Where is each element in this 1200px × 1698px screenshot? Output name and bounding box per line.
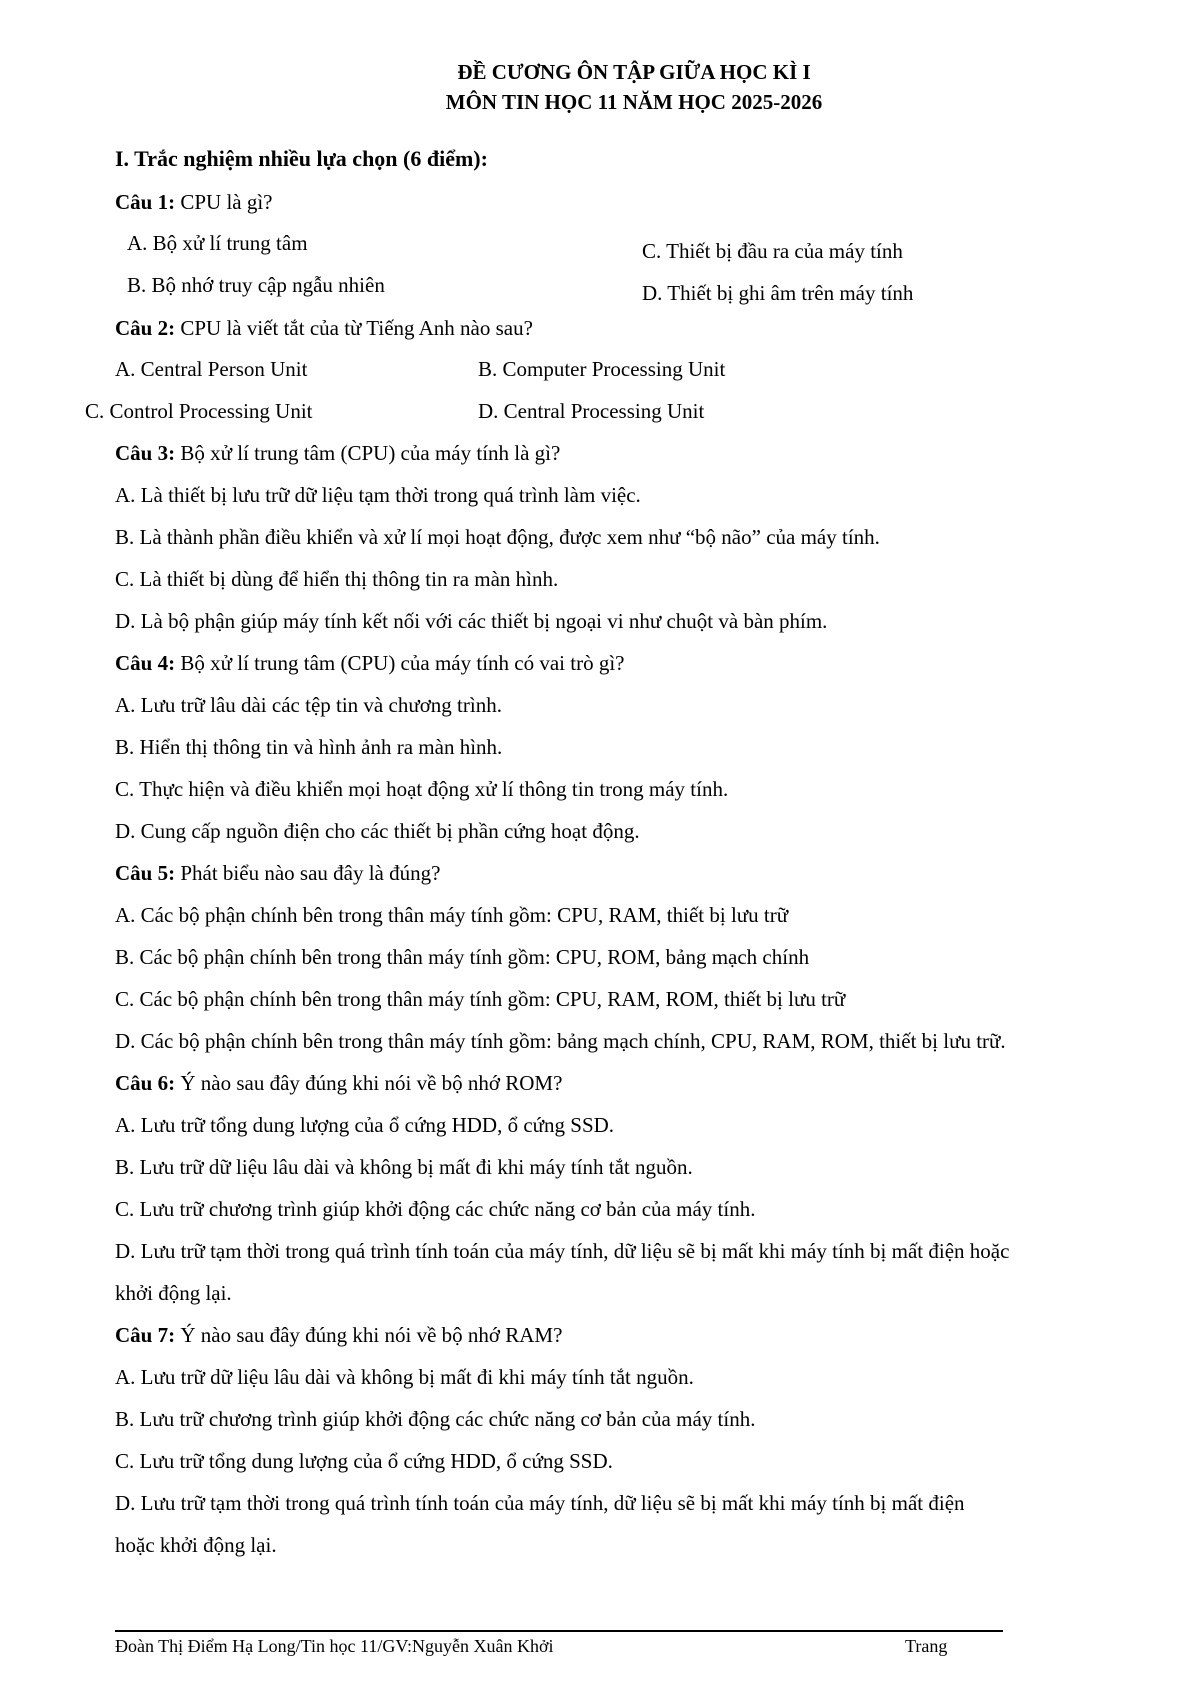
question-4 xyxy=(115,651,624,676)
q3-option-b: B. Là thành phần điều khiển và xử lí mọi hoạt động, được xem như “bộ não” của máy tính. xyxy=(115,525,880,549)
q6-option-d: D. Lưu trữ tạm thời trong quá trình tính toán của máy tính, dữ liệu sẽ bị mất khi máy tính bị mất điện hoặc xyxy=(115,1239,1010,1263)
q5-option-c: C. Các bộ phận chính bên trong thân máy tính gồm: CPU, RAM, ROM, thiết bị lưu trữ xyxy=(115,987,846,1011)
footer-page-label: Trang xyxy=(905,1636,948,1656)
q7-option-d-continued: hoặc khởi động lại. xyxy=(115,1533,277,1557)
question-text: CPU là viết tắt của từ Tiếng Anh nào sau? xyxy=(175,316,533,340)
question-label: Câu 6: xyxy=(115,1071,176,1095)
question-text: Phát biểu nào sau đây là đúng? xyxy=(175,861,441,885)
q1-option-d: D. Thiết bị ghi âm trên máy tính xyxy=(642,281,914,305)
q2-option-a: A. Central Person Unit xyxy=(115,357,308,381)
question-label: Câu 3: xyxy=(115,441,176,465)
question-label: Câu 5: xyxy=(115,861,176,885)
question-text: Bộ xử lí trung tâm (CPU) của máy tính có vai trò gì? xyxy=(175,651,625,675)
question-label: Câu 4: xyxy=(115,651,176,675)
section-heading: I. Trắc nghiệm nhiều lựa chọn (6 điểm): xyxy=(115,146,488,171)
document-title: ĐỀ CƯƠNG ÔN TẬP GIỮA HỌC KÌ I xyxy=(457,60,811,84)
q4-option-b: B. Hiển thị thông tin và hình ảnh ra màn hình. xyxy=(115,735,503,759)
q4-option-d: D. Cung cấp nguồn điện cho các thiết bị phần cứng hoạt động. xyxy=(115,819,640,843)
question-label: Câu 7: xyxy=(115,1323,176,1347)
q3-option-c: C. Là thiết bị dùng để hiển thị thông tin ra màn hình. xyxy=(115,567,559,591)
q1-option-a: A. Bộ xử lí trung tâm xyxy=(127,231,308,255)
q6-option-c: C. Lưu trữ chương trình giúp khởi động các chức năng cơ bản của máy tính. xyxy=(115,1197,756,1221)
question-2 xyxy=(115,316,533,341)
q7-option-c: C. Lưu trữ tổng dung lượng của ổ cứng HDD, ổ cứng SSD. xyxy=(115,1449,613,1473)
question-label: Câu 2: xyxy=(115,316,176,340)
question-6 xyxy=(115,1071,562,1096)
question-text: Ý nào sau đây đúng khi nói về bộ nhớ ROM? xyxy=(175,1071,563,1095)
q3-option-a: A. Là thiết bị lưu trữ dữ liệu tạm thời trong quá trình làm việc. xyxy=(115,483,641,507)
q1-option-c: C. Thiết bị đầu ra của máy tính xyxy=(642,239,903,263)
question-label: Câu 1: xyxy=(115,190,176,214)
q6-option-b: B. Lưu trữ dữ liệu lâu dài và không bị mất đi khi máy tính tắt nguồn. xyxy=(115,1155,693,1179)
q3-option-d: D. Là bộ phận giúp máy tính kết nối với các thiết bị ngoại vi như chuột và bàn phím. xyxy=(115,609,828,633)
document-subtitle: MÔN TIN HỌC 11 NĂM HỌC 2025-2026 xyxy=(445,90,823,114)
footer-divider xyxy=(115,1630,1003,1632)
q5-option-a: A. Các bộ phận chính bên trong thân máy tính gồm: CPU, RAM, thiết bị lưu trữ xyxy=(115,903,789,927)
q2-option-c: C. Control Processing Unit xyxy=(85,399,313,423)
footer-author: Đoàn Thị Điểm Hạ Long/Tin học 11/GV:Nguyễn Xuân Khởi xyxy=(115,1636,554,1656)
question-1 xyxy=(115,190,273,215)
q4-option-a: A. Lưu trữ lâu dài các tệp tin và chương trình. xyxy=(115,693,502,717)
q7-option-d: D. Lưu trữ tạm thời trong quá trình tính toán của máy tính, dữ liệu sẽ bị mất khi máy tính bị mất điện xyxy=(115,1491,965,1515)
q2-option-d: D. Central Processing Unit xyxy=(478,399,705,423)
question-7 xyxy=(115,1323,562,1348)
q1-option-b: B. Bộ nhớ truy cập ngẫu nhiên xyxy=(127,273,385,297)
q6-option-d-continued: khởi động lại. xyxy=(115,1281,232,1305)
q7-option-b: B. Lưu trữ chương trình giúp khởi động các chức năng cơ bản của máy tính. xyxy=(115,1407,756,1431)
q4-option-c: C. Thực hiện và điều khiển mọi hoạt động xử lí thông tin trong máy tính. xyxy=(115,777,729,801)
question-text: Ý nào sau đây đúng khi nói về bộ nhớ RAM? xyxy=(175,1323,563,1347)
q5-option-b: B. Các bộ phận chính bên trong thân máy tính gồm: CPU, ROM, bảng mạch chính xyxy=(115,945,810,969)
question-text: Bộ xử lí trung tâm (CPU) của máy tính là gì? xyxy=(175,441,561,465)
q2-option-b: B. Computer Processing Unit xyxy=(478,357,726,381)
q6-option-a: A. Lưu trữ tổng dung lượng của ổ cứng HDD, ổ cứng SSD. xyxy=(115,1113,615,1137)
q5-option-d: D. Các bộ phận chính bên trong thân máy tính gồm: bảng mạch chính, CPU, RAM, ROM, thiết bị lưu trữ. xyxy=(115,1029,1006,1053)
question-text: CPU là gì? xyxy=(175,190,273,214)
question-3 xyxy=(115,441,560,466)
question-5 xyxy=(115,861,440,886)
q7-option-a: A. Lưu trữ dữ liệu lâu dài và không bị mất đi khi máy tính tắt nguồn. xyxy=(115,1365,694,1389)
